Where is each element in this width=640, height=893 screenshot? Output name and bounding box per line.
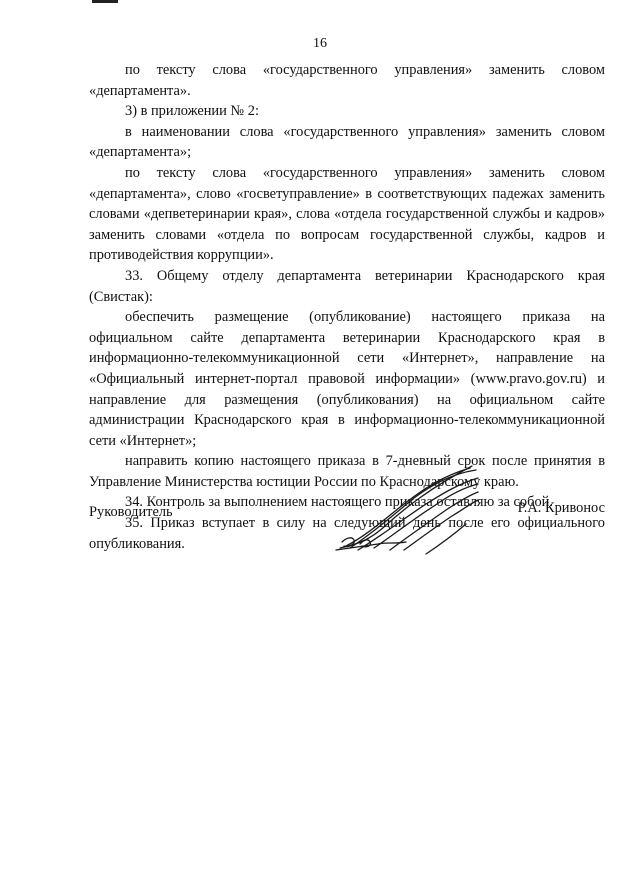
signatory-role: Руководитель: [89, 504, 173, 520]
paragraph: 3) в приложении № 2:: [125, 103, 259, 120]
paragraph: по тексту слова «государственного управления» заменить словом «департамента», слово «госветуправление» в соответствующих падежах заменить словами «депветеринарии края», слова «отдела государственной службы и кадров» заменить словами «отдела по вопросам государственной службы, кадров и противодействия коррупции».: [89, 164, 605, 264]
paragraph: по тексту слова «государственного управления» заменить словом «департамента».: [89, 62, 605, 99]
signer-name: Р.А. Кривонос: [517, 500, 605, 516]
paragraph: 33. Общему отделу департамента ветеринарии Краснодарского края (Свистак):: [89, 267, 605, 305]
paragraph: 34. Контроль за выполнением настоящего приказа оставляю за собой.: [125, 494, 553, 511]
paragraph: в наименовании слова «государственного управления» заменить словом «департамента»;: [89, 123, 605, 161]
handwritten-signature: [330, 458, 480, 558]
paragraph: обеспечить размещение (опубликование) настоящего приказа на официальном сайте департамента ветеринарии Краснодарского края в информационно-телекоммуникационной сети «Интернет», направление на «Официальный интернет-портал правовой информации» (www.pravo.gov.ru) и направление для размещения (опубликования) на официальном сайте администрации Краснодарского края в информационно-телекоммуникационной сети «Интернет»;: [89, 309, 605, 449]
paragraph: 35. Приказ вступает в силу на следующий день после его официального опубликования.: [89, 515, 605, 552]
paragraph: направить копию настоящего приказа в 7-дневный срок после принятия в Управление Министерства юстиции России по Краснодарскому краю.: [89, 453, 605, 490]
scan-edge-mark: [92, 0, 118, 3]
page-number: 16: [313, 36, 327, 51]
